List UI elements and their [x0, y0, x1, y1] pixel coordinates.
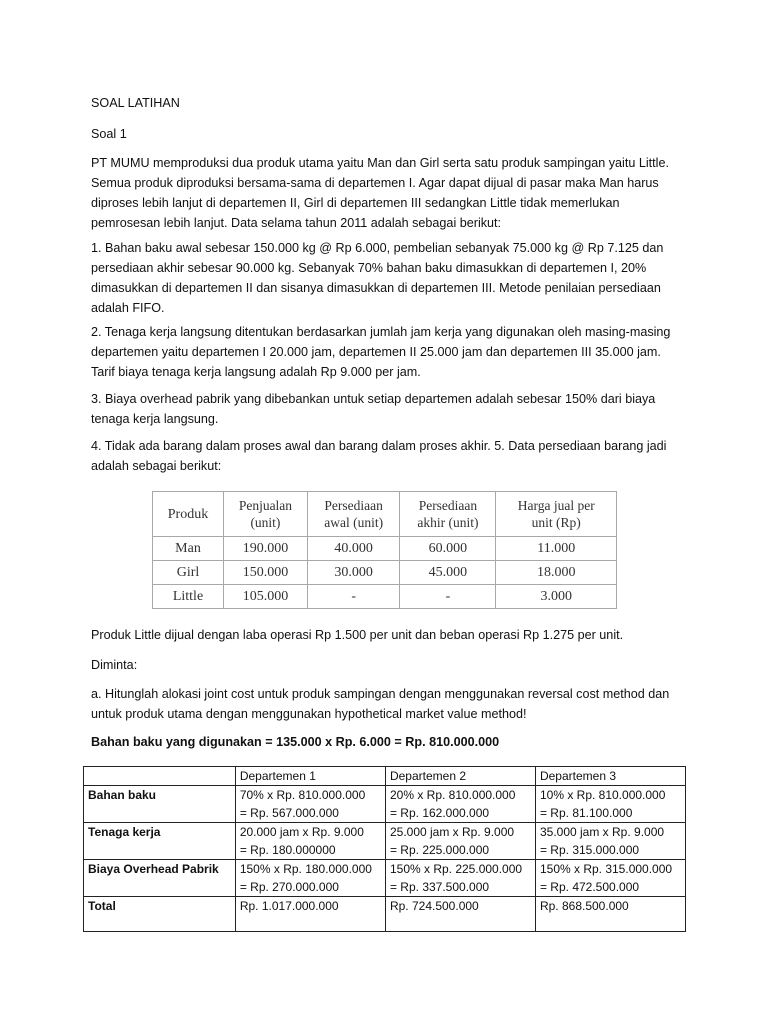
column-header: Persediaan awal (unit)	[307, 492, 400, 537]
table-cell: 40.000	[307, 537, 400, 561]
row-label: Bahan baku	[84, 786, 236, 823]
item-2-line: 2. Tenaga kerja langsung ditentukan berdasarkan jumlah jam kerja yang digunakan oleh masing-masing	[91, 325, 671, 339]
table-row	[84, 897, 686, 932]
row-label: Biaya Overhead Pabrik	[84, 860, 236, 897]
intro-line: PT MUMU memproduksi dua produk utama yaitu Man dan Girl serta satu produk sampingan yaitu Little.	[91, 156, 669, 170]
column-header: Produk	[153, 492, 224, 537]
table-cell: Rp. 724.500.000	[385, 897, 535, 932]
column-header: Departemen 2	[385, 767, 535, 786]
table-row	[153, 537, 617, 561]
table-row	[153, 585, 617, 609]
table-cell: -	[307, 585, 400, 609]
item-1-line: dimasukkan di departemen II dan sisanya dimasukkan di departemen III. Metode penilaian persediaan	[91, 281, 661, 295]
item-4-paragraph	[91, 436, 691, 476]
table-cell: 105.000	[224, 585, 308, 609]
table-cell: -	[400, 585, 496, 609]
table-cell: 45.000	[400, 561, 496, 585]
table-cell: 60.000	[400, 537, 496, 561]
intro-line: diproses lebih lanjut di departemen II, Girl di departemen III sedangkan Little tidak memerlukan	[91, 196, 620, 210]
task-a-line: untuk produk utama dengan menggunakan hypothetical market value method!	[91, 707, 527, 721]
item-1-line: 1. Bahan baku awal sebesar 150.000 kg @ Rp 6.000, pembelian sebanyak 75.000 kg @ Rp 7.125 dan	[91, 241, 664, 255]
heading: SOAL LATIHAN	[91, 96, 180, 110]
table-row	[84, 860, 686, 897]
table-header-row	[153, 492, 617, 537]
table-row	[153, 561, 617, 585]
table-cell: 30.000	[307, 561, 400, 585]
row-label: Total	[84, 897, 236, 932]
product-name-cell: Girl	[153, 561, 224, 585]
item-3-paragraph	[91, 389, 691, 429]
subheading: Soal 1	[91, 127, 127, 141]
product-name-cell: Little	[153, 585, 224, 609]
table-cell: 3.000	[496, 585, 617, 609]
column-header: Departemen 1	[235, 767, 385, 786]
product-name-cell: Man	[153, 537, 224, 561]
intro-paragraph	[91, 153, 691, 233]
item-1-paragraph	[91, 238, 691, 318]
table-cell: 70% x Rp. 810.000.000 = Rp. 567.000.000	[235, 786, 385, 823]
intro-line: pemrosesan lebih lanjut. Data selama tahun 2011 adalah sebagai berikut:	[91, 216, 502, 230]
column-header: Harga jual per unit (Rp)	[496, 492, 617, 537]
item-2-line: departemen yaitu departemen I 20.000 jam, departemen II 25.000 jam dan departemen III 35.000 jam.	[91, 345, 661, 359]
table-row	[84, 786, 686, 823]
table-cell: 20.000 jam x Rp. 9.000 = Rp. 180.000000	[235, 823, 385, 860]
table-cell: 35.000 jam x Rp. 9.000 = Rp. 315.000.000	[535, 823, 685, 860]
item-1-line: adalah FIFO.	[91, 301, 165, 315]
table-cell: 18.000	[496, 561, 617, 585]
department-cost-table	[83, 766, 686, 932]
little-note: Produk Little dijual dengan laba operasi Rp 1.500 per unit dan beban operasi Rp 1.275 per unit.	[91, 628, 624, 642]
row-label: Tenaga kerja	[84, 823, 236, 860]
table-cell: Rp. 1.017.000.000	[235, 897, 385, 932]
table-cell: Rp. 868.500.000	[535, 897, 685, 932]
table-header-row	[84, 767, 686, 786]
table-cell: 150% x Rp. 315.000.000 = Rp. 472.500.000	[535, 860, 685, 897]
bahan-baku-line: Bahan baku yang digunakan = 135.000 x Rp. 6.000 = Rp. 810.000.000	[91, 735, 500, 749]
column-header	[84, 767, 236, 786]
table-cell: 150% x Rp. 225.000.000 = Rp. 337.500.000	[385, 860, 535, 897]
table-cell: 10% x Rp. 810.000.000 = Rp. 81.100.000	[535, 786, 685, 823]
column-header: Persediaan akhir (unit)	[400, 492, 496, 537]
item-1-line: persediaan akhir sebesar 90.000 kg. Sebanyak 70% bahan baku dimasukkan di departemen I, 20%	[91, 261, 647, 275]
intro-line: Semua produk diproduksi bersama-sama di departemen I. Agar dapat dijual di pasar maka Man harus	[91, 176, 659, 190]
product-inventory-table	[152, 491, 617, 609]
column-header: Penjualan (unit)	[224, 492, 308, 537]
item-3-line: tenaga kerja langsung.	[91, 412, 219, 426]
table-row	[84, 823, 686, 860]
table-cell: 150% x Rp. 180.000.000 = Rp. 270.000.000	[235, 860, 385, 897]
table-cell: 25.000 jam x Rp. 9.000 = Rp. 225.000.000	[385, 823, 535, 860]
table-cell: 20% x Rp. 810.000.000 = Rp. 162.000.000	[385, 786, 535, 823]
item-2-line: Tarif biaya tenaga kerja langsung adalah Rp 9.000 per jam.	[91, 365, 421, 379]
item-2-paragraph	[91, 322, 691, 382]
item-4-line: adalah sebagai berikut:	[91, 459, 222, 473]
table-cell: 190.000	[224, 537, 308, 561]
item-3-line: 3. Biaya overhead pabrik yang dibebankan untuk setiap departemen adalah sebesar 150% dari biaya	[91, 392, 656, 406]
task-a-line: a. Hitunglah alokasi joint cost untuk produk sampingan dengan menggunakan reversal cost method dan	[91, 687, 670, 701]
task-a-paragraph	[91, 684, 691, 724]
column-header: Departemen 3	[535, 767, 685, 786]
table-cell: 11.000	[496, 537, 617, 561]
diminta-label: Diminta:	[91, 658, 138, 672]
table-cell: 150.000	[224, 561, 308, 585]
item-4-line: 4. Tidak ada barang dalam proses awal dan barang dalam proses akhir. 5. Data persediaan barang jadi	[91, 439, 667, 453]
